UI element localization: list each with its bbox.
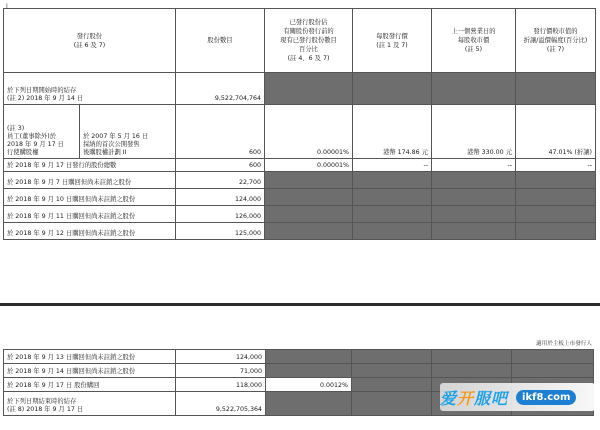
- buyback-label: 於 2018 年 9 月 13 日購回但尚未註銷之股份: [4, 350, 176, 364]
- total-issued-label: 於 2018 年 9 月 17 日發行的股份總數: [4, 159, 176, 172]
- header-issued-shares: 發行股份 (註 6 及 7): [4, 9, 176, 73]
- closing-balance-shares: 9,522,705,364: [176, 392, 266, 416]
- option-issue-price: 港幣 174.86 元: [353, 105, 432, 159]
- repurchase-percentage: 0.0012%: [266, 378, 352, 392]
- buyback-shares: 22,700: [176, 172, 265, 189]
- shaded-cell: [352, 350, 432, 364]
- shaded-cell: [265, 73, 353, 105]
- shaded-cell: [266, 392, 352, 416]
- shaded-cell: [516, 73, 596, 105]
- shaded-cell: [265, 206, 353, 223]
- repurchase-label: 於 2018 年 9 月 17 日 股份購回: [4, 378, 176, 392]
- header-issue-price: 每股發行價 (註 1 及 7): [353, 9, 432, 73]
- shaded-cell: [266, 364, 352, 378]
- header-discount: 發行價較市值的 折讓/溢價幅度(百分比) (註 7): [516, 9, 596, 73]
- total-issued-percentage: 0.00001%: [265, 159, 353, 172]
- header-percentage: 已發行股份佔 有關股份發行前的 現有已發行股份數目 百分比 (註 4、6 及 7): [265, 9, 353, 73]
- option-scheme-label: 於 2007 年 5 月 16 日 採納的首次公開發售 後購股權計劃 II: [80, 105, 176, 159]
- opening-balance-label: 於下列日期開始時的結存 (註 2) 2018 年 9 月 14 日: [4, 73, 176, 105]
- shaded-cell: [353, 206, 432, 223]
- buyback-label: 於 2018 年 9 月 11 日購回但尚未註銷之股份: [4, 206, 176, 223]
- table-row: [4, 350, 594, 364]
- shaded-cell: [432, 189, 516, 206]
- shaded-cell: [432, 172, 516, 189]
- shaded-cell: [352, 364, 432, 378]
- buyback-shares: 71,000: [176, 364, 266, 378]
- option-exercise-row: [4, 105, 596, 159]
- table-row: [4, 223, 596, 240]
- shaded-cell: [432, 73, 516, 105]
- shaded-cell: [353, 223, 432, 240]
- buyback-label: 於 2018 年 9 月 10 日購回但尚未註銷之股份: [4, 189, 176, 206]
- shaded-cell: [516, 172, 596, 189]
- opening-balance-shares: 9,522,704,764: [176, 73, 265, 105]
- option-closing-price: 港幣 330.00 元: [432, 105, 516, 159]
- buyback-label: 於 2018 年 9 月 14 日購回但尚未註銷之股份: [4, 364, 176, 378]
- buyback-shares: 124,000: [176, 189, 265, 206]
- watermark-logo: 爱开服吧: [440, 388, 509, 408]
- buyback-label: 於 2018 年 9 月 7 日購回但尚未註銷之股份: [4, 172, 176, 189]
- buyback-shares: 125,000: [176, 223, 265, 240]
- shaded-cell: [352, 378, 432, 392]
- shaded-cell: [266, 350, 352, 364]
- closing-balance-label: 於下列日期結束時的結存 (註 8) 2018 年 9 月 17 日: [4, 392, 176, 416]
- buyback-shares: 126,000: [176, 206, 265, 223]
- header-share-count: 股份數目: [176, 9, 265, 73]
- shaded-cell: [516, 189, 596, 206]
- shaded-cell: [352, 392, 432, 416]
- applicable-issuer-note: 適用於主板上市發行人: [536, 341, 592, 347]
- total-issued-price: --: [353, 159, 432, 172]
- shaded-cell: [353, 189, 432, 206]
- shaded-cell: [353, 172, 432, 189]
- opening-balance-row: [4, 73, 596, 105]
- option-shares: 600: [176, 105, 265, 159]
- shaded-cell: [265, 172, 353, 189]
- site-watermark: [440, 383, 595, 411]
- shaded-cell: [432, 206, 516, 223]
- watermark-domain: ikf8.com: [516, 390, 576, 405]
- table-row: [4, 206, 596, 223]
- table-row: [4, 172, 596, 189]
- shaded-cell: [516, 206, 596, 223]
- repurchase-shares: 118,000: [176, 378, 266, 392]
- shaded-cell: [265, 189, 353, 206]
- shaded-cell: [265, 223, 353, 240]
- shaded-cell: [516, 223, 596, 240]
- option-exercise-label: (註 3) 員工(董事除外)於 2018 年 9 月 17 日 行使購股權: [4, 105, 80, 159]
- table-row: [4, 189, 596, 206]
- shaded-cell: [353, 73, 432, 105]
- shaded-cell: [432, 364, 512, 378]
- option-percentage: 0.00001%: [265, 105, 353, 159]
- total-issued-close: --: [432, 159, 516, 172]
- total-issued-row: [4, 159, 596, 172]
- shaded-cell: [512, 364, 594, 378]
- shaded-cell: [432, 223, 516, 240]
- buyback-label: 於 2018 年 9 月 12 日購回但尚未註銷之股份: [4, 223, 176, 240]
- issue-table-part-1: [3, 8, 596, 240]
- page-marker: I: [6, 3, 8, 10]
- total-issued-discount: --: [516, 159, 596, 172]
- buyback-shares: 124,000: [176, 350, 266, 364]
- table-row: [4, 364, 594, 378]
- header-closing-price: 上一個營業日的 每股收市價 (註 5): [432, 9, 516, 73]
- option-discount: 47.01% (折讓): [516, 105, 596, 159]
- shaded-cell: [432, 350, 512, 364]
- page-break-divider: [0, 303, 600, 306]
- total-issued-shares: 600: [176, 159, 265, 172]
- shaded-cell: [512, 350, 594, 364]
